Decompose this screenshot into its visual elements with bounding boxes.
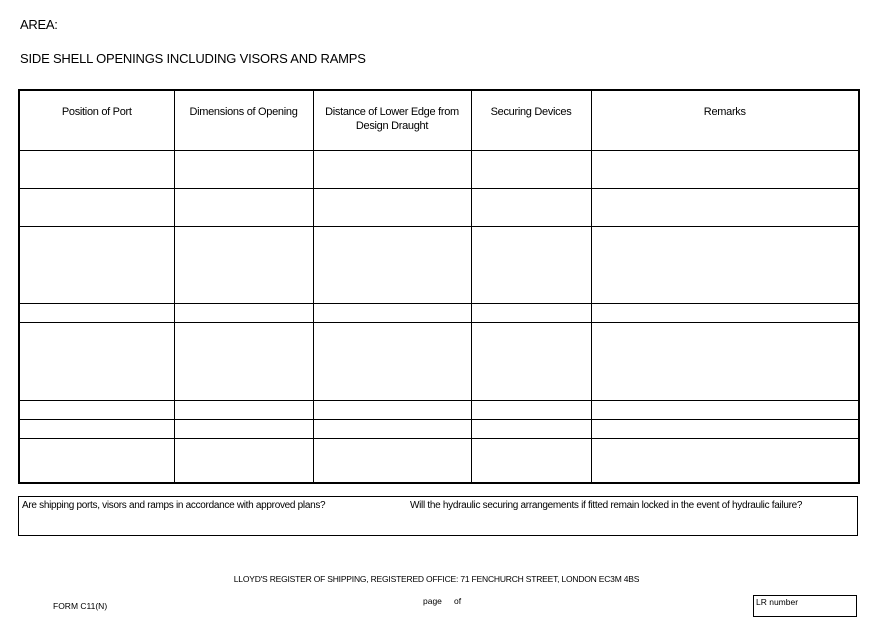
table-cell[interactable] [313,188,471,226]
table-cell[interactable] [591,438,859,483]
table-cell[interactable] [19,303,174,322]
table-cell[interactable] [313,150,471,188]
table-cell[interactable] [313,400,471,419]
table-cell[interactable] [471,322,591,400]
lr-number-field[interactable] [753,595,857,617]
registered-office: LLOYD'S REGISTER OF SHIPPING, REGISTERED OFFICE: 71 FENCHURCH STREET, LONDON EC3M 4BS [233,574,640,584]
table-cell[interactable] [313,322,471,400]
table-cell[interactable] [471,303,591,322]
table-cell[interactable] [174,322,313,400]
table-cell[interactable] [471,188,591,226]
section-title: SIDE SHELL OPENINGS INCLUDING VISORS AND RAMPS [20,51,366,66]
table-cell[interactable] [19,226,174,303]
table-cell[interactable] [313,438,471,483]
table-row [19,400,859,419]
table-cell[interactable] [591,303,859,322]
col-header-distance: Distance of Lower Edge from Design Draught [313,90,471,150]
table-cell[interactable] [313,303,471,322]
table-cell[interactable] [19,438,174,483]
table-cell[interactable] [19,150,174,188]
table-cell[interactable] [471,419,591,438]
table-cell[interactable] [174,226,313,303]
table-header-row [19,90,859,150]
table-cell[interactable] [313,419,471,438]
question-hydraulic-failure: Will the hydraulic securing arrangements if fitted remain locked in the event of hydraulic failure? [410,500,803,511]
questions-box [18,496,858,536]
table-cell[interactable] [174,438,313,483]
table-cell[interactable] [174,400,313,419]
col-header-remarks: Remarks [591,90,859,150]
table-cell[interactable] [591,419,859,438]
table-cell[interactable] [174,150,313,188]
of-label: of [454,596,462,606]
lr-number-label: LR number [756,597,799,607]
table-cell[interactable] [471,400,591,419]
table-row [19,226,859,303]
table-cell[interactable] [19,400,174,419]
table-row [19,438,859,483]
area-label: AREA: [20,17,58,32]
question-approved-plans: Are shipping ports, visors and ramps in accordance with approved plans? [22,500,326,511]
table-cell[interactable] [19,419,174,438]
table-cell[interactable] [591,226,859,303]
table-cell[interactable] [19,188,174,226]
form-code: FORM C11(N) [53,601,108,611]
col-header-dimensions: Dimensions of Opening [174,90,313,150]
table-cell[interactable] [174,303,313,322]
table-cell[interactable] [591,322,859,400]
col-header-securing: Securing Devices [471,90,591,150]
table-cell[interactable] [591,400,859,419]
table-cell[interactable] [174,188,313,226]
table-row [19,419,859,438]
table-cell[interactable] [591,150,859,188]
table-cell[interactable] [471,150,591,188]
table-cell[interactable] [174,419,313,438]
openings-table [18,89,860,484]
table-cell[interactable] [591,188,859,226]
table-cell[interactable] [19,322,174,400]
col-header-position: Position of Port [19,90,174,150]
table-cell[interactable] [471,438,591,483]
page-label: page [423,596,442,606]
table-cell[interactable] [471,226,591,303]
table-row [19,303,859,322]
table-row [19,150,859,188]
table-row [19,322,859,400]
table-cell[interactable] [313,226,471,303]
table-row [19,188,859,226]
